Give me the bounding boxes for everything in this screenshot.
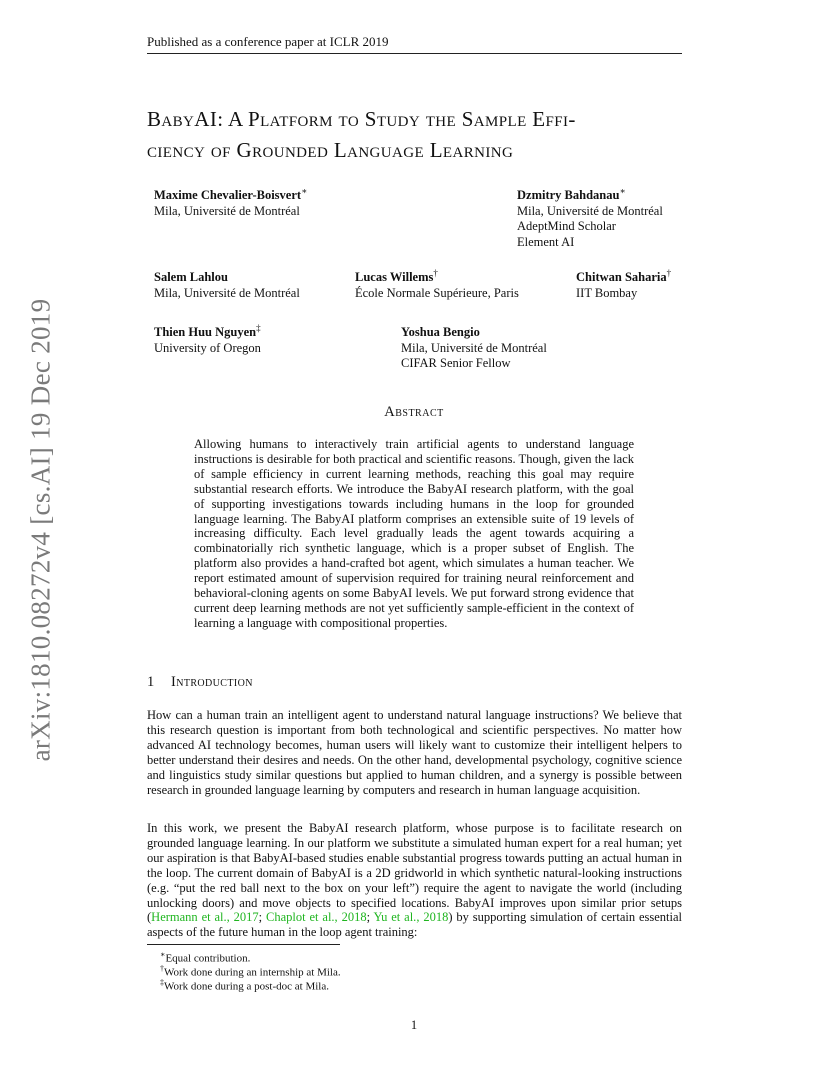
author-block [401, 321, 547, 372]
abstract-heading: Abstract [384, 404, 444, 420]
author-block [576, 266, 671, 301]
author-affiliation: Mila, Université de Montréal [517, 203, 663, 218]
page-number: 1 [410, 1018, 418, 1032]
running-header: Published as a conference paper at ICLR 2019 [147, 34, 389, 49]
author-affiliation: AdeptMind Scholar [517, 219, 616, 234]
section-number: 1 [147, 674, 155, 690]
author-affiliation: Mila, Université de Montréal [401, 340, 547, 355]
intro-paragraph-2: In this work, we present the BabyAI research platform, whose purpose is to facilitate research on grounded language learning. In our platform we substitute a simulated human expert for a real human; yet our aspiration is that BabyAI-based studies enable substantial progress towards putting an actual human in the loop. The current domain of BabyAI is a 2D gridworld in which synthetic natural-looking instructions (e.g. “put the red ball next to the box on your left”) require the agent to navigate the world (including unlocking doors) and move objects to specified locations. BabyAI improves upon similar prior setups (Hermann et al., 2017; Chaplot et al., 2018; Yu et al., 2018) by supporting simulation of certain essential aspects of the future human in the loop agent training: [147, 821, 683, 940]
author-block [154, 321, 261, 356]
author-affiliation: Element AI [517, 234, 575, 249]
author-name: Chitwan Saharia† [576, 268, 672, 285]
author-affiliation: IIT Bombay [576, 285, 638, 300]
author-name: Lucas Willems† [355, 268, 438, 285]
footnote: ∗Equal contribution. [160, 950, 251, 965]
footnote: †Work done during an internship at Mila. [160, 964, 341, 979]
intro-paragraph-1: How can a human train an intelligent agent to understand natural language instructions? We believe that this research question is important from both technological and scientific perspectives. No matter how advanced AI technology becomes, human users will likely want to customize their intelligent helpers to better understand their desires and needs. On the other hand, developmental psychology, cognitive science and linguistics study similar questions but applied to human children, and a synergy is possible between research in grounded language learning by computers and research in human language acquisition. [147, 708, 682, 797]
footnote: ‡Work done during a post-doc at Mila. [160, 978, 329, 993]
author-affiliation: Mila, Université de Montréal [154, 285, 300, 300]
arxiv-stamp: arXiv:1810.08272v4 [cs.AI] 19 Dec 2019 [25, 298, 56, 762]
author-block [154, 184, 307, 219]
citation-link[interactable]: Chaplot et al., 2018 [266, 910, 367, 925]
author-name: Thien Huu Nguyen‡ [154, 323, 261, 340]
footnote-rule [147, 944, 340, 945]
author-block [154, 266, 300, 301]
author-affiliation: Mila, Université de Montréal [154, 203, 300, 218]
author-block [355, 266, 519, 301]
title-line-1: BabyAI: A Platform to Study the Sample Effi- [147, 107, 576, 131]
author-block [517, 184, 663, 250]
author-name: Dzmitry Bahdanau∗ [517, 186, 626, 203]
author-affiliation: University of Oregon [154, 340, 261, 355]
citation-link[interactable]: Yu et al., 2018 [373, 910, 449, 925]
abstract-body: Allowing humans to interactively train artificial agents to understand language instructions is desirable for both practical and scientific reasons. Though, given the lack of sample efficiency in current learning methods, reaching this goal may require substantial research efforts. We introduce the BabyAI research platform, with the goal of supporting investigations towards including humans in the loop for grounded language learning. The BabyAI platform comprises an extensible suite of 19 levels of increasing difficulty. Each level gradually leads the agent towards acquiring a combinatorially rich synthetic language, which is a proper subset of English. The platform also provides a hand-crafted bot agent, which simulates a human teacher. We report estimated amount of supervision required for training neural reinforcement and behavioral-cloning agents on some BabyAI levels. We put forward strong evidence that current deep learning methods are not yet sufficiently sample-efficient in the context of learning a language with compositional properties. [194, 437, 634, 630]
header-rule [147, 53, 682, 54]
author-name: Maxime Chevalier-Boisvert∗ [154, 186, 308, 203]
author-affiliation: École Normale Supérieure, Paris [355, 285, 519, 300]
title-line-2: ciency of Grounded Language Learning [147, 138, 514, 162]
citation-link[interactable]: Hermann et al., 2017 [151, 910, 259, 925]
section-title: Introduction [171, 674, 253, 690]
section-heading [147, 674, 253, 691]
author-name: Salem Lahlou [154, 270, 228, 285]
author-affiliation: CIFAR Senior Fellow [401, 356, 511, 371]
paper-title [147, 104, 707, 166]
author-name: Yoshua Bengio [401, 325, 480, 340]
